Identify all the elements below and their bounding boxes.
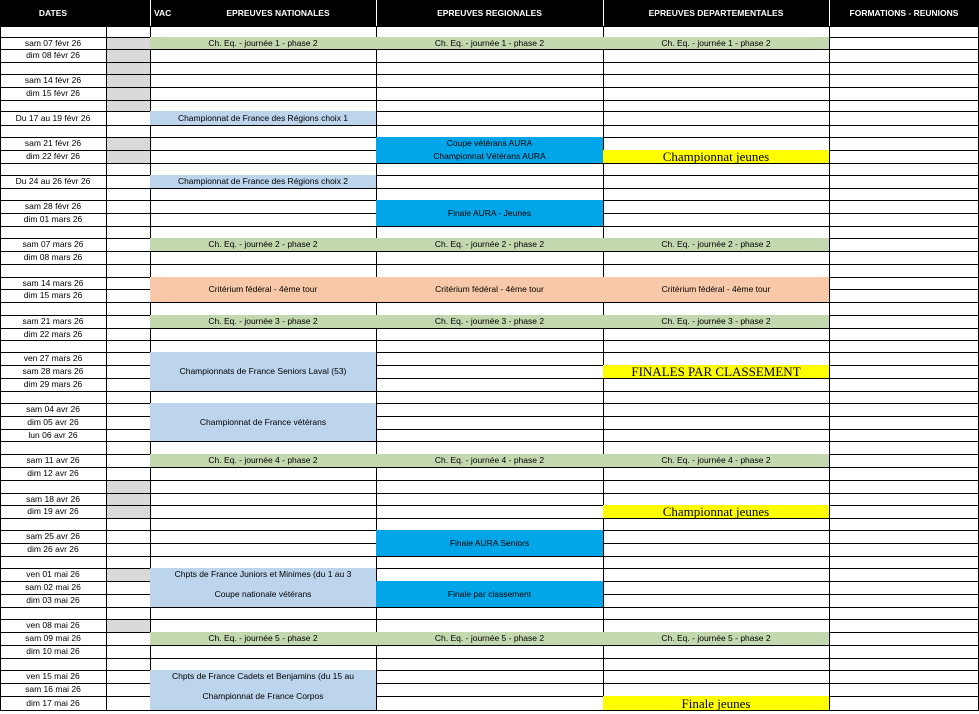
- row-divider: [0, 125, 979, 126]
- date-sam-18-avr: sam 18 avr 26: [26, 493, 80, 504]
- event-dep-ch-eq-j1: Ch. Eq. - journée 1 - phase 2: [603, 37, 829, 49]
- row-divider: [0, 87, 979, 88]
- date-ven-08-mai: ven 08 mai 26: [26, 620, 80, 631]
- row-divider: [0, 429, 979, 430]
- date-dim-22-fevr: dim 22 févr 26: [26, 151, 80, 162]
- date-sam-25-avr: sam 25 avr 26: [26, 531, 80, 542]
- header-nationales: EPREUVES NATIONALES: [226, 7, 330, 18]
- event-nat-ch-eq-j4: Ch. Eq. - journée 4 - phase 2: [150, 454, 376, 467]
- header-departementales: EPREUVES DEPARTEMENTALES: [648, 7, 784, 18]
- date-sam-28-fevr: sam 28 févr 26: [24, 201, 82, 212]
- date-sam-14-fevr: sam 14 févr 26: [24, 75, 82, 86]
- column-divider: [106, 26, 107, 711]
- row-divider: [0, 264, 979, 265]
- row-divider: [0, 226, 979, 227]
- vac-cell: [106, 505, 150, 518]
- date-dim-19-avr: dim 19 avr 26: [27, 506, 79, 517]
- date-dim-15-fevr: dim 15 févr 26: [26, 88, 80, 99]
- row-divider: [0, 251, 979, 252]
- vac-cell: [106, 150, 150, 163]
- row-divider: [0, 365, 979, 366]
- row-divider: [0, 340, 979, 341]
- date-sam-11-avr: sam 11 avr 26: [26, 455, 80, 466]
- event-dep-finales-classement: FINALES PAR CLASSEMENT: [603, 365, 829, 378]
- event-reg-criterium: Critérium fédéral - 4ème tour: [376, 277, 603, 302]
- date-sam-21-mars: sam 21 mars 26: [22, 316, 84, 327]
- date-dim-29-mars: dim 29 mars 26: [23, 379, 83, 390]
- date-sam-04-avr: sam 04 avr 26: [26, 404, 80, 415]
- column-divider: [829, 26, 830, 711]
- event-reg-ch-eq-j1: Ch. Eq. - journée 1 - phase 2: [376, 37, 603, 49]
- row-divider: [0, 163, 979, 164]
- event-dep-champ-jeunes-2: Championnat jeunes: [603, 505, 829, 518]
- header-regionales: EPREUVES REGIONALES: [437, 7, 542, 18]
- event-dep-ch-eq-j2: Ch. Eq. - journée 2 - phase 2: [603, 238, 829, 251]
- row-divider: [0, 710, 979, 711]
- row-divider: [0, 302, 979, 303]
- vac-cell: [106, 87, 150, 100]
- event-nat-regions-choix-2: Championnat de France des Régions choix 2: [150, 175, 376, 188]
- row-divider: [0, 696, 979, 697]
- date-sam-07-mars: sam 07 mars 26: [22, 239, 84, 250]
- event-nat-ch-eq-j1: Ch. Eq. - journée 1 - phase 2: [150, 37, 376, 49]
- date-dim-01-mars: dim 01 mars 26: [23, 214, 83, 225]
- header-dates: DATES: [38, 7, 68, 18]
- event-dep-criterium: Critérium fédéral - 4ème tour: [603, 277, 829, 302]
- event-reg-champ-veterans: Championnat Vétérans AURA: [376, 150, 603, 163]
- row-divider: [0, 403, 979, 404]
- row-divider: [0, 619, 979, 620]
- event-nat-corpos: Championnat de France Corpos: [150, 683, 376, 710]
- date-dim-10-mai: dim 10 mai 26: [26, 646, 80, 657]
- row-divider: [0, 658, 979, 659]
- row-divider: [0, 518, 979, 519]
- event-nat-seniors-laval: Championnats de France Seniors Laval (53): [150, 352, 376, 391]
- date-dim-17-mai: dim 17 mai 26: [26, 697, 80, 708]
- row-divider: [0, 62, 979, 63]
- row-divider: [0, 416, 979, 417]
- vac-cell: [106, 62, 150, 74]
- row-divider: [0, 568, 979, 569]
- row-divider: [0, 74, 979, 75]
- row-divider: [0, 607, 979, 608]
- row-divider: [0, 505, 979, 506]
- row-divider: [0, 328, 979, 329]
- date-dim-08-mars: dim 08 mars 26: [23, 252, 83, 263]
- event-dep-ch-eq-j4: Ch. Eq. - journée 4 - phase 2: [603, 454, 829, 467]
- row-divider: [0, 391, 979, 392]
- row-divider: [0, 175, 979, 176]
- date-ven-27-mars: ven 27 mars 26: [23, 353, 83, 364]
- event-nat-juniors-minimes: Chpts de France Juniors et Minimes (du 1 au 3: [150, 568, 376, 581]
- row-divider: [0, 556, 979, 557]
- row-divider: [0, 26, 979, 27]
- row-divider: [0, 441, 979, 442]
- column-divider: [376, 26, 377, 711]
- row-divider: [0, 100, 979, 101]
- row-divider: [0, 493, 979, 494]
- date-dim-03-mai: dim 03 mai 26: [26, 595, 80, 606]
- date-sam-07-fevr: sam 07 févr 26: [24, 37, 82, 48]
- vac-cell: [106, 568, 150, 581]
- date-dim-05-avr: dim 05 avr 26: [27, 417, 79, 428]
- event-reg-ch-eq-j3: Ch. Eq. - journée 3 - phase 2: [376, 315, 603, 328]
- row-divider: [0, 683, 979, 684]
- date-lun-06-avr: lun 06 avr 26: [28, 429, 78, 440]
- date-dim-12-avr: dim 12 avr 26: [27, 468, 79, 479]
- header-vac: VAC: [154, 7, 172, 18]
- date-sam-14-mars: sam 14 mars 26: [22, 277, 84, 288]
- event-nat-cadets-benjamins: Chpts de France Cadets et Benjamins (du 15 au: [150, 670, 376, 683]
- date-sam-28-mars: sam 28 mars 26: [22, 366, 84, 377]
- date-sam-21-fevr: sam 21 févr 26: [24, 138, 82, 149]
- event-dep-finale-jeunes: Finale jeunes: [603, 696, 829, 710]
- header-formations: FORMATIONS - REUNIONS: [849, 7, 959, 18]
- event-reg-finale-jeunes: Finale AURA - Jeunes: [376, 200, 603, 226]
- event-nat-criterium: Critérium fédéral - 4ème tour: [150, 277, 376, 302]
- row-divider: [0, 49, 979, 50]
- event-reg-coupe-veterans: Coupe vétérans AURA: [376, 137, 603, 150]
- event-nat-france-veterans: Championnat de France vétérans: [150, 403, 376, 441]
- event-reg-ch-eq-j5: Ch. Eq. - journée 5 - phase 2: [376, 632, 603, 645]
- date-dim-08-fevr: dim 08 févr 26: [26, 50, 80, 61]
- vac-cell: [106, 37, 150, 49]
- event-reg-finale-seniors: Finale AURA Seniors: [376, 530, 603, 556]
- date-dim-22-mars: dim 22 mars 26: [23, 328, 83, 339]
- row-divider: [0, 467, 979, 468]
- event-reg-ch-eq-j4: Ch. Eq. - journée 4 - phase 2: [376, 454, 603, 467]
- row-divider: [0, 480, 979, 481]
- vac-cell: [106, 619, 150, 632]
- date-sam-16-mai: sam 16 mai 26: [25, 684, 81, 695]
- event-reg-finale-classement: Finale par classement: [376, 581, 603, 607]
- event-reg-ch-eq-j2: Ch. Eq. - journée 2 - phase 2: [376, 238, 603, 251]
- row-divider: [0, 645, 979, 646]
- row-divider: [0, 111, 979, 112]
- date-ven-01-mai: ven 01 mai 26: [26, 569, 80, 580]
- row-divider: [0, 670, 979, 671]
- date-dim-15-mars: dim 15 mars 26: [23, 290, 83, 301]
- vac-cell: [106, 49, 150, 62]
- date-du-24-au-26-fevr: Du 24 au 26 févr 26: [15, 176, 91, 187]
- row-divider: [0, 188, 979, 189]
- event-nat-ch-eq-j5: Ch. Eq. - journée 5 - phase 2: [150, 632, 376, 645]
- event-dep-ch-eq-j3: Ch. Eq. - journée 3 - phase 2: [603, 315, 829, 328]
- event-dep-ch-eq-j5: Ch. Eq. - journée 5 - phase 2: [603, 632, 829, 645]
- vac-cell: [106, 480, 150, 493]
- date-dim-26-avr: dim 26 avr 26: [27, 544, 79, 555]
- vac-cell: [106, 493, 150, 505]
- date-du-17-au-19-fevr: Du 17 au 19 févr 26: [15, 112, 91, 123]
- event-dep-champ-jeunes-1: Championnat jeunes: [603, 150, 829, 163]
- date-sam-02-mai: sam 02 mai 26: [25, 582, 81, 593]
- event-nat-regions-choix-1: Championnat de France des Régions choix 1: [150, 111, 376, 125]
- event-nat-coupe-veterans: Coupe nationale vétérans: [150, 581, 376, 607]
- row-divider: [0, 352, 979, 353]
- date-ven-15-mai: ven 15 mai 26: [26, 671, 80, 682]
- date-sam-09-mai: sam 09 mai 26: [25, 633, 81, 644]
- vac-cell: [106, 74, 150, 87]
- row-divider: [0, 378, 979, 379]
- event-nat-ch-eq-j2: Ch. Eq. - journée 2 - phase 2: [150, 238, 376, 251]
- event-nat-ch-eq-j3: Ch. Eq. - journée 3 - phase 2: [150, 315, 376, 328]
- vac-cell: [106, 137, 150, 150]
- vac-cell: [106, 100, 150, 111]
